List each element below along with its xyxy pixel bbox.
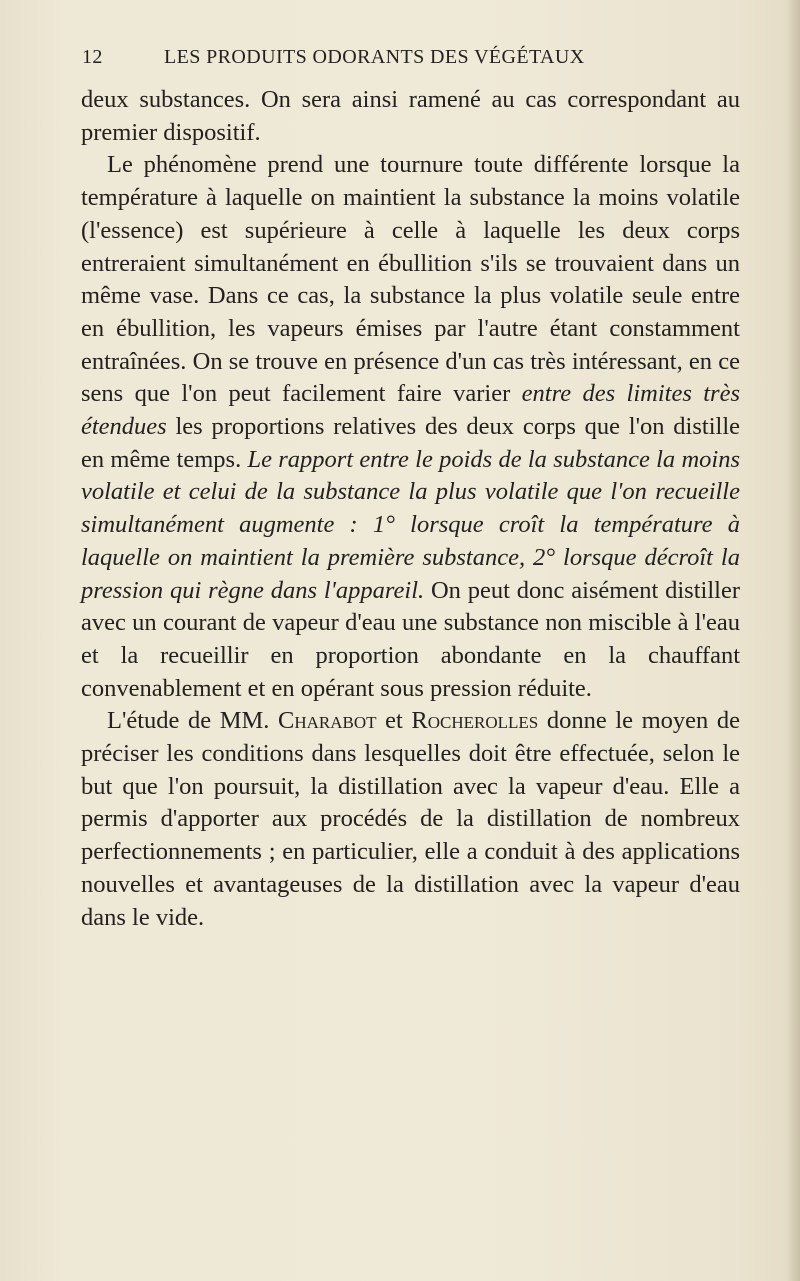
paragraph-3 xyxy=(81,705,740,934)
paragraph-3-text-c: donne le moyen de préciser les conditions dans lesquelles doit être effectuée, selon le but que l'on poursuit, la distillation avec la vapeur d'eau. Elle a permis d'apporter aux procédés de la distillation de nombreux perfectionnements ; en particulier, elle a conduit à des applications nouvelles et avantageuses de la distillation avec la vapeur d'eau dans le vide. xyxy=(81,707,740,931)
page-edge-shadow xyxy=(786,0,800,1281)
paragraph-2-text-c: On peut donc aisément distiller avec un courant de vapeur d'eau une substance non miscible à l'eau et la recueillir en proportion abondante en la chauffant convenablement et en opérant sous pression réduite. xyxy=(81,576,740,702)
paragraph-3-text-a: L'étude de MM. xyxy=(107,707,279,735)
page-number: 12 xyxy=(82,46,103,68)
author-name-rocherolles: Rocherolles xyxy=(411,707,539,735)
body-text xyxy=(81,84,740,934)
paragraph-2-text-a: Le phénomène prend une tournure toute différente lorsque la température à laquelle on maintient la substance la moins volatile (l'essence) est supérieure à celle à laquelle les deux corps entreraient simultanément en ébullition s'ils se trouvaient dans un même vase. Dans ce cas, la substance la plus volatile seule entre en ébullition, les vapeurs émises par l'autre étant constamment entraînées. On se trouve en présence d'un cas très intéressant, en ce sens que l'on peut facilement faire varier xyxy=(81,151,740,408)
paragraph-2-italic-rule: Le rapport entre le poids de la substance la moins volatile et celui de la substance la plus volatile que l'on recueille simultanément augmente : 1° lorsque croît la température à laquelle on maintient la première substance, 2° lorsque décroît la pression qui règne dans l'appareil. xyxy=(81,445,740,604)
paragraph-1 xyxy=(81,84,740,149)
paragraph-3-text-b: et xyxy=(376,707,412,735)
running-head xyxy=(82,46,622,76)
author-name-charabot: Charabot xyxy=(278,707,377,735)
paragraph-1-text: deux substances. On sera ainsi ramené au cas correspondant au premier dispositif. xyxy=(81,86,740,146)
paragraph-2 xyxy=(81,149,740,705)
paragraph-2-italic-phrase: entre des limites très étendues xyxy=(81,380,741,441)
running-title: LES PRODUITS ODORANTS DES VÉGÉTAUX xyxy=(164,46,585,68)
paragraph-2-text-b: les proportions relatives des deux corps que l'on distille en même temps. xyxy=(81,413,740,473)
